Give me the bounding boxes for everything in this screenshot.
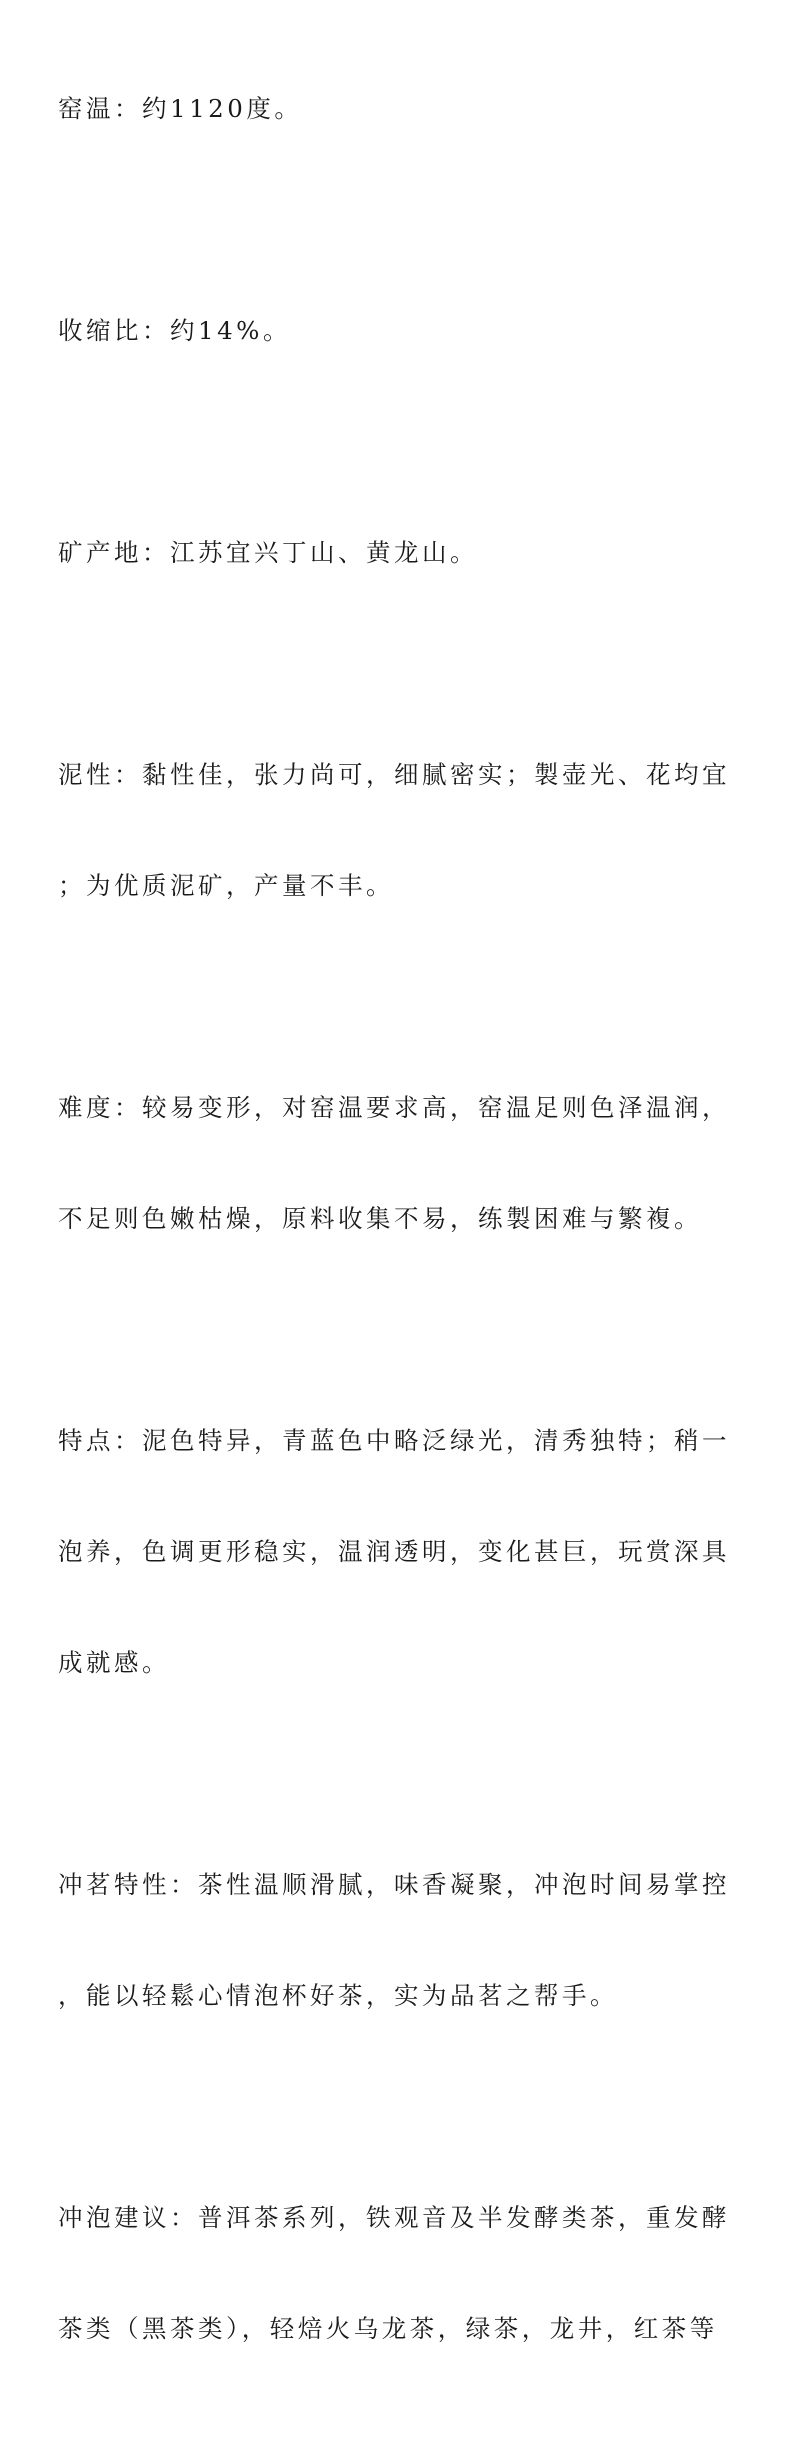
document-body xyxy=(58,16,748,2458)
text-line: 不足则色嫩枯燥，原料收集不易，练製困难与繁複。 xyxy=(58,1204,702,1233)
text-line: ，能以轻鬆心情泡杯好茶，实为品茗之帮手。 xyxy=(58,1981,618,2010)
text-line: 窑温：约1120度。 xyxy=(58,94,303,123)
paragraph-kiln-temperature xyxy=(58,16,748,201)
paragraph-brewing-characteristics xyxy=(58,1792,748,2088)
paragraph-brewing-suggestions xyxy=(58,2125,748,2421)
paragraph-shrinkage xyxy=(58,238,748,423)
text-line: 收缩比：约14%。 xyxy=(58,316,291,345)
paragraph-clay-properties xyxy=(58,682,748,978)
paragraph-features xyxy=(58,1348,748,1755)
text-line: 矿产地：江苏宜兴丁山、黄龙山。 xyxy=(58,538,478,567)
text-line: 泡养，色调更形稳实，温润透明，变化甚巨，玩赏深具 xyxy=(58,1537,730,1566)
text-line: ；为优质泥矿，产量不丰。 xyxy=(58,871,394,900)
text-line: 茶类（黑茶类），轻焙火乌龙茶，绿茶，龙井，红茶等 xyxy=(58,2314,718,2343)
paragraph-origin xyxy=(58,460,748,645)
text-line: 难度：较易变形，对窑温要求高，窑温足则色泽温润， xyxy=(58,1093,730,1122)
paragraph-difficulty xyxy=(58,1015,748,1311)
text-line: 泥性：黏性佳，张力尚可，细腻密实；製壶光、花均宜 xyxy=(58,760,730,789)
text-line: 冲茗特性：茶性温顺滑腻，味香凝聚，冲泡时间易掌控 xyxy=(58,1870,730,1899)
text-line: 冲泡建议：普洱茶系列，铁观音及半发酵类茶，重发酵 xyxy=(58,2203,730,2232)
text-line: 成就感。 xyxy=(58,1648,170,1677)
text-line: 特点：泥色特异，青蓝色中略泛绿光，清秀独特；稍一 xyxy=(58,1426,730,1455)
